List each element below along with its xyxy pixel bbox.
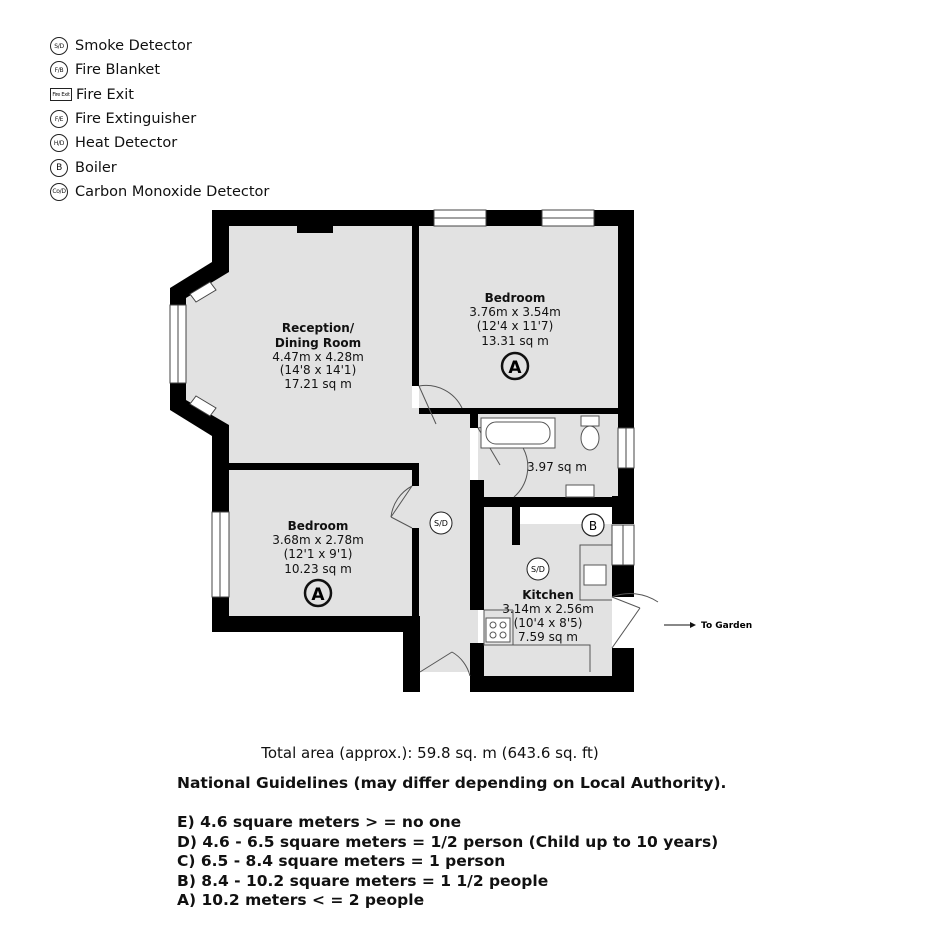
reception-imperial: (14'8 x 14'1) [279, 363, 357, 377]
fire-extinguisher-icon: F/E [50, 110, 68, 128]
carbon-monoxide-detector-icon: Co/D [50, 183, 68, 201]
bedroom-top-grade: A [508, 358, 522, 378]
bedroom-bottom-area: 10.23 sq m [284, 562, 352, 576]
toilet [581, 416, 599, 426]
bedroom-bottom-metric: 3.68m x 2.78m [272, 533, 364, 547]
kitchen-area: 7.59 sq m [518, 630, 578, 644]
guideline-a: A) 10.2 meters < = 2 people [177, 891, 425, 909]
kitchen-imperial: (10'4 x 8'5) [513, 616, 583, 630]
kitchen-name: Kitchen [522, 588, 574, 602]
legend-label: Carbon Monoxide Detector [75, 183, 270, 200]
bedroom-bottom-grade: A [311, 585, 325, 605]
bedroom-top-metric: 3.76m x 3.54m [469, 305, 561, 319]
total-area: Total area (approx.): 59.8 sq. m (643.6 sq. ft) [261, 744, 599, 762]
bedroom-top-name: Bedroom [484, 291, 546, 305]
smoke-detector-icon: S/D [50, 37, 68, 55]
fire-blanket-icon: F/B [50, 61, 68, 79]
hob [486, 618, 510, 642]
guideline-b: B) 8.4 - 10.2 square meters = 1 1/2 people [177, 871, 549, 890]
hallway-floor [412, 408, 478, 672]
bedroom-top-imperial: (12'4 x 11'7) [476, 319, 554, 333]
guideline-c: C) 6.5 - 8.4 square meters = 1 person [177, 852, 506, 870]
kitchen-smoke-detector-label: S/D [531, 565, 545, 574]
reception-name-2: Dining Room [274, 336, 362, 350]
guideline-d: D) 4.6 - 6.5 square meters = 1/2 person (Child up to 10 years) [177, 832, 719, 851]
legend-label: Fire Exit [76, 86, 134, 103]
kitchen-sink [584, 565, 606, 585]
guidelines-title: National Guidelines (may differ depending on Local Authority). [177, 774, 727, 792]
legend-label: Boiler [75, 159, 117, 176]
heat-detector-icon: H/D [50, 134, 68, 152]
bedroom-bottom-name: Bedroom [287, 519, 349, 533]
legend-label: Smoke Detector [75, 38, 192, 55]
bedroom-bottom-imperial: (12'1 x 9'1) [283, 547, 353, 561]
hall-smoke-detector-label: S/D [434, 519, 448, 528]
bathroom-area: 3.97 sq m [527, 460, 587, 474]
reception-area: 17.21 sq m [284, 377, 352, 391]
bedroom-top-area: 13.31 sq m [481, 334, 549, 348]
arrow-right-icon [690, 622, 696, 628]
garden-exit [664, 621, 752, 631]
sink [566, 485, 594, 497]
reception-metric: 4.47m x 4.28m [272, 350, 364, 364]
fire-exit-icon: Fire Exit [50, 88, 72, 101]
garden-label: To Garden [701, 621, 753, 631]
guideline-e: E) 4.6 square meters > = no one [177, 813, 462, 831]
legend-label: Heat Detector [75, 135, 178, 152]
reception-name-1: Reception/ [281, 321, 355, 335]
kitchen-metric: 3.14m x 2.56m [502, 602, 594, 616]
fireplace [297, 226, 333, 233]
legend-label: Fire Extinguisher [75, 111, 197, 128]
boiler-label: B [588, 519, 598, 533]
legend-label: Fire Blanket [75, 62, 161, 79]
cupboard-floor [484, 506, 514, 543]
boiler-icon: B [50, 159, 68, 177]
guidelines-list [177, 813, 718, 911]
